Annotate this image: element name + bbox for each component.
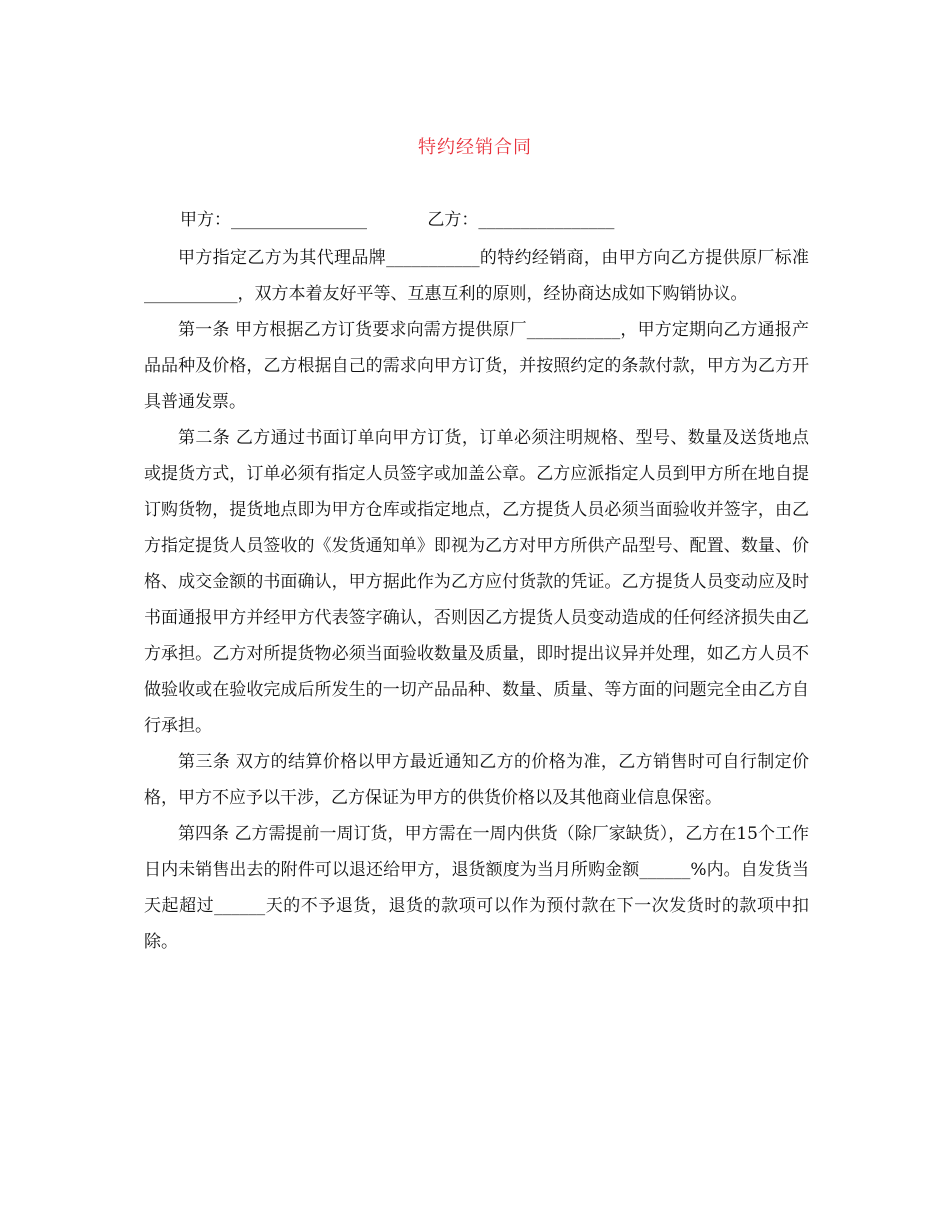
article-1-paragraph: 第一条 甲方根据乙方订货要求向需方提供原厂___________，甲方定期向乙方通报产品品种及价格，乙方根据自己的需求向甲方订货，并按照约定的条款付款，甲方为乙方开具普通发票。 (144, 320, 809, 412)
document-title: 特约经销合同 (418, 137, 532, 158)
contract-body (144, 240, 809, 960)
party-a-field: 甲方：________________ (180, 210, 367, 230)
party-line (180, 208, 614, 232)
article-3-paragraph: 第三条 双方的结算价格以甲方最近通知乙方的价格为准，乙方销售时可自行制定价格，甲方不应予以干涉，乙方保证为甲方的供货价格以及其他商业信息保密。 (144, 752, 809, 808)
article-4-paragraph: 第四条 乙方需提前一周订货，甲方需在一周内供货（除厂家缺货），乙方在15个工作日内未销售出去的附件可以退还给甲方，退货额度为当月所购金额______%内。自发货当天起超过______天的不予退货，退货的款项可以作为预付款在下一次发货时的款项中扣除。 (144, 824, 809, 952)
article-2-paragraph: 第二条 乙方通过书面订单向甲方订货，订单必须注明规格、型号、数量及送货地点或提货方式，订单必须有指定人员签字或加盖公章。乙方应派指定人员到甲方所在地自提订购货物，提货地点即为甲方仓库或指定地点，乙方提货人员必须当面验收并签字，由乙方指定提货人员签收的《发货通知单》即视为乙方对甲方所供产品型号、配置、数量、价格、成交金额的书面确认，甲方据此作为乙方应付货款的凭证。乙方提货人员变动应及时书面通报甲方并经甲方代表签字确认，否则因乙方提货人员变动造成的任何经济损失由乙方承担。乙方对所提货物必须当面验收数量及质量，即时提出议异并处理，如乙方人员不做验收或在验收完成后所发生的一切产品品种、数量、质量、等方面的问题完全由乙方自行承担。 (144, 428, 809, 736)
party-b-field: 乙方：________________ (427, 210, 615, 230)
intro-paragraph: 甲方指定乙方为其代理品牌___________的特约经销商，由甲方向乙方提供原厂标准___________，双方本着友好平等、互惠互利的原则，经协商达成如下购销协议。 (144, 248, 809, 304)
